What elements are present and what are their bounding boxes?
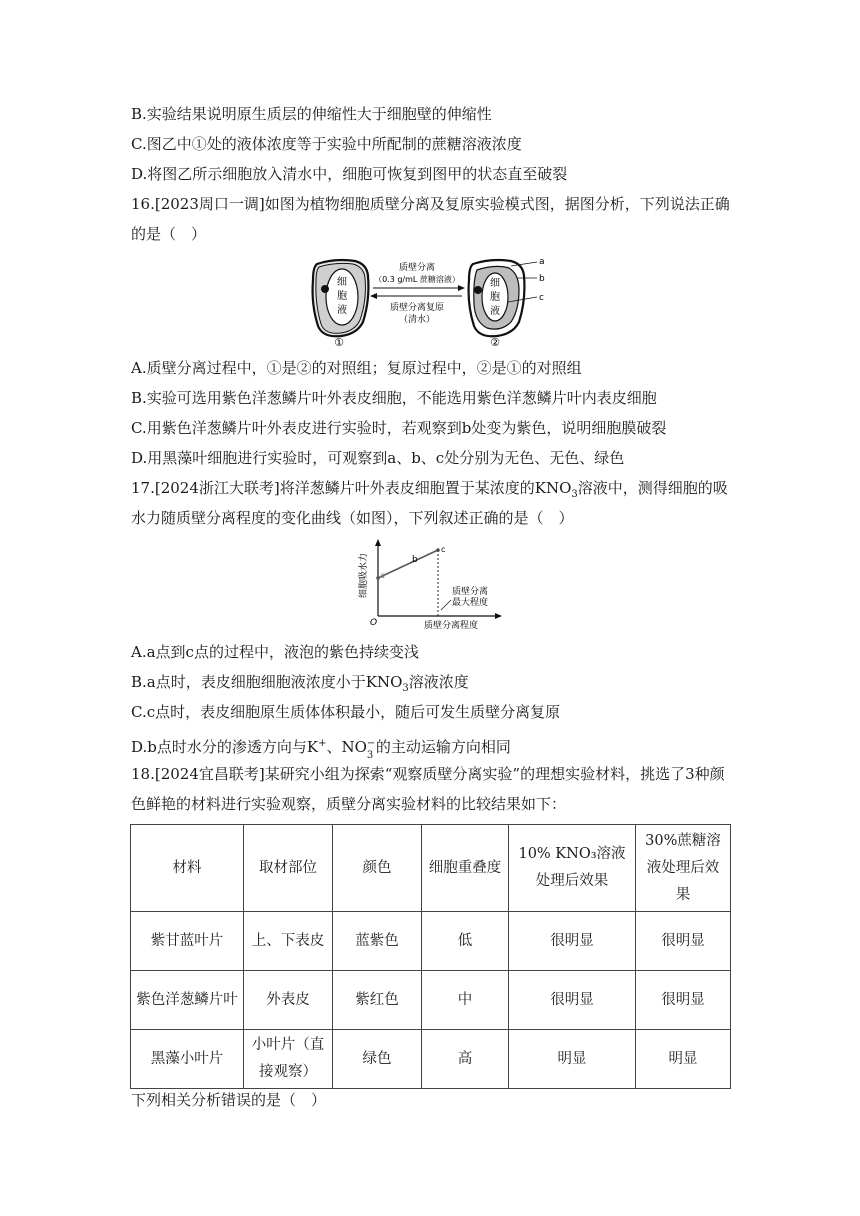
- fig16-arrow-bot-2: （清水）: [398, 315, 436, 325]
- q17d-mid: 、NO: [326, 738, 367, 756]
- question-16-stem-cont: 的是（ ）: [131, 225, 207, 243]
- question-18-prompt: 下列相关分析错误的是（ ）: [131, 1091, 327, 1109]
- q17b-post: 溶液浓度: [408, 673, 469, 691]
- table-cell: 紫色洋葱鳞片叶: [131, 971, 244, 1030]
- fig17-point-b: b: [412, 555, 418, 565]
- fig17-point-a: a: [380, 571, 385, 580]
- table-cell: 黑藻小叶片: [131, 1030, 244, 1089]
- table-cell: 很明显: [636, 971, 731, 1030]
- fig17-xlabel: 质壁分离程度: [424, 621, 479, 630]
- fig16-cell2-text-2: 胞: [490, 292, 500, 303]
- q17-stem-sub: 3: [571, 489, 578, 500]
- fig16-label-1: ①: [334, 336, 344, 348]
- fig17-note-1: 质壁分离: [452, 587, 489, 597]
- table-cell: 绿色: [333, 1030, 422, 1089]
- table-header-cell: 颜色: [333, 825, 422, 912]
- arrow-left-icon: [370, 293, 377, 299]
- fig17-point-c: c: [441, 545, 446, 554]
- q17d-sup1: +: [318, 738, 327, 749]
- fig16-label-c: c: [539, 293, 544, 303]
- material-comparison-table: [130, 824, 731, 1089]
- table-cell: 上、下表皮: [244, 912, 333, 971]
- q17-stem-post: 溶液中，测得细胞的吸: [577, 479, 728, 497]
- fig16-arrow-bot-1: 质壁分离复原: [389, 303, 445, 313]
- table-row: [131, 971, 731, 1030]
- table-row: [131, 1030, 731, 1089]
- table-header-cell: 取材部位: [244, 825, 333, 912]
- question-16-option-d: D.用黑藻叶细胞进行实验时，可观察到a、b、c处分别为无色、无色、绿色: [131, 449, 625, 467]
- table-header-cell: 材料: [131, 825, 244, 912]
- fig16-arrow-top-1: 质壁分离: [398, 263, 436, 273]
- table-cell: 明显: [509, 1030, 636, 1089]
- question-16-option-a: A.质壁分离过程中，①是②的对照组；复原过程中，②是①的对照组: [131, 359, 582, 377]
- fig16-cell-text-2: 胞: [337, 291, 347, 302]
- suction-force-graph: [358, 538, 508, 630]
- question-17-option-d: [131, 734, 511, 761]
- q17d-pre: D.b点时水分的渗透方向与K: [131, 738, 319, 756]
- question-16-option-b: B.实验可选用紫色洋葱鳞片叶外表皮细胞，不能选用紫色洋葱鳞片叶内表皮细胞: [131, 389, 657, 407]
- question-18-stem: 18.[2024宜昌联考]某研究小组为探索“观察质壁分离实验”的理想实验材料，挑选了3种颜: [131, 765, 725, 783]
- table-row: [131, 912, 731, 971]
- fig16-cell-text-3: 液: [337, 305, 347, 316]
- arrow-right-icon: [458, 285, 465, 291]
- table-cell: 小叶片（直接观察）: [244, 1030, 333, 1089]
- fig16-cell2-text-3: 液: [490, 306, 500, 317]
- table-cell: 外表皮: [244, 971, 333, 1030]
- question-16-stem: 16.[2023周口一调]如图为植物细胞质壁分离及复原实验模式图，据图分析，下列说法正确: [131, 195, 730, 213]
- fig17-origin: O: [370, 618, 378, 628]
- table-cell: 紫红色: [333, 971, 422, 1030]
- table-header-cell: 细胞重叠度: [422, 825, 509, 912]
- option-d-text: D.将图乙所示细胞放入清水中，细胞可恢复到图甲的状态直至破裂: [131, 165, 568, 183]
- table-header-cell: 10% KNO₃溶液处理后效果: [509, 825, 636, 912]
- question-18-stem-cont: 色鲜艳的材料进行实验观察，质壁分离实验材料的比较结果如下：: [131, 795, 567, 813]
- fig16-arrow-top-2: （0.3 g/mL 蔗糖溶液）: [374, 275, 460, 284]
- q17d-sup2: −: [366, 738, 376, 749]
- fig16-label-2: ②: [490, 336, 500, 348]
- fig16-label-a: a: [539, 257, 545, 267]
- option-c-text: C.图乙中①处的液体浓度等于实验中所配制的蔗糖溶液浓度: [131, 135, 522, 153]
- q17b-sub: 3: [402, 683, 409, 694]
- table-header-row: [131, 825, 731, 912]
- table-header-cell: 30%蔗糖溶液处理后效果: [636, 825, 731, 912]
- q17b-pre: B.a点时，表皮细胞细胞液浓度小于KNO: [131, 673, 403, 691]
- fig16-label-b: b: [539, 274, 545, 284]
- table-cell: 很明显: [509, 971, 636, 1030]
- question-16-option-c: C.用紫色洋葱鳞片叶外表皮进行实验时，若观察到b处变为紫色，说明细胞膜破裂: [131, 419, 667, 437]
- question-17-option-a: A.a点到c点的过程中，液泡的紫色持续变浅: [131, 643, 419, 661]
- table-cell: 很明显: [509, 912, 636, 971]
- fig16-cell-text-1: 细: [337, 277, 347, 288]
- question-17-option-b: [131, 672, 469, 699]
- table-cell: 高: [422, 1030, 509, 1089]
- table-cell: 紫甘蓝叶片: [131, 912, 244, 971]
- table-cell: 很明显: [636, 912, 731, 971]
- fig16-cell2-text-1: 细: [490, 278, 500, 289]
- q17d-sub: 3: [366, 750, 374, 761]
- option-b-text: B.实验结果说明原生质层的伸缩性大于细胞壁的伸缩性: [131, 105, 492, 123]
- question-17-stem: [131, 478, 728, 505]
- fig17-note-2: 最大程度: [452, 598, 489, 608]
- table-cell: 明显: [636, 1030, 731, 1089]
- q17d-post: 的主动运输方向相同: [375, 738, 511, 756]
- table-cell: 蓝紫色: [333, 912, 422, 971]
- q17-stem-pre: 17.[2024浙江大联考]将洋葱鳞片叶外表皮细胞置于某浓度的KNO: [131, 479, 572, 497]
- table-cell: 低: [422, 912, 509, 971]
- fig17-ylabel: 细胞吸水力: [359, 552, 369, 598]
- question-17-stem-cont: 水力随质壁分离程度的变化曲线（如图），下列叙述正确的是（ ）: [131, 509, 574, 527]
- question-17-option-c: C.c点时，表皮细胞原生质体体积最小，随后可发生质壁分离复原: [131, 703, 561, 721]
- plasmolysis-diagram: [305, 252, 560, 348]
- table-cell: 中: [422, 971, 509, 1030]
